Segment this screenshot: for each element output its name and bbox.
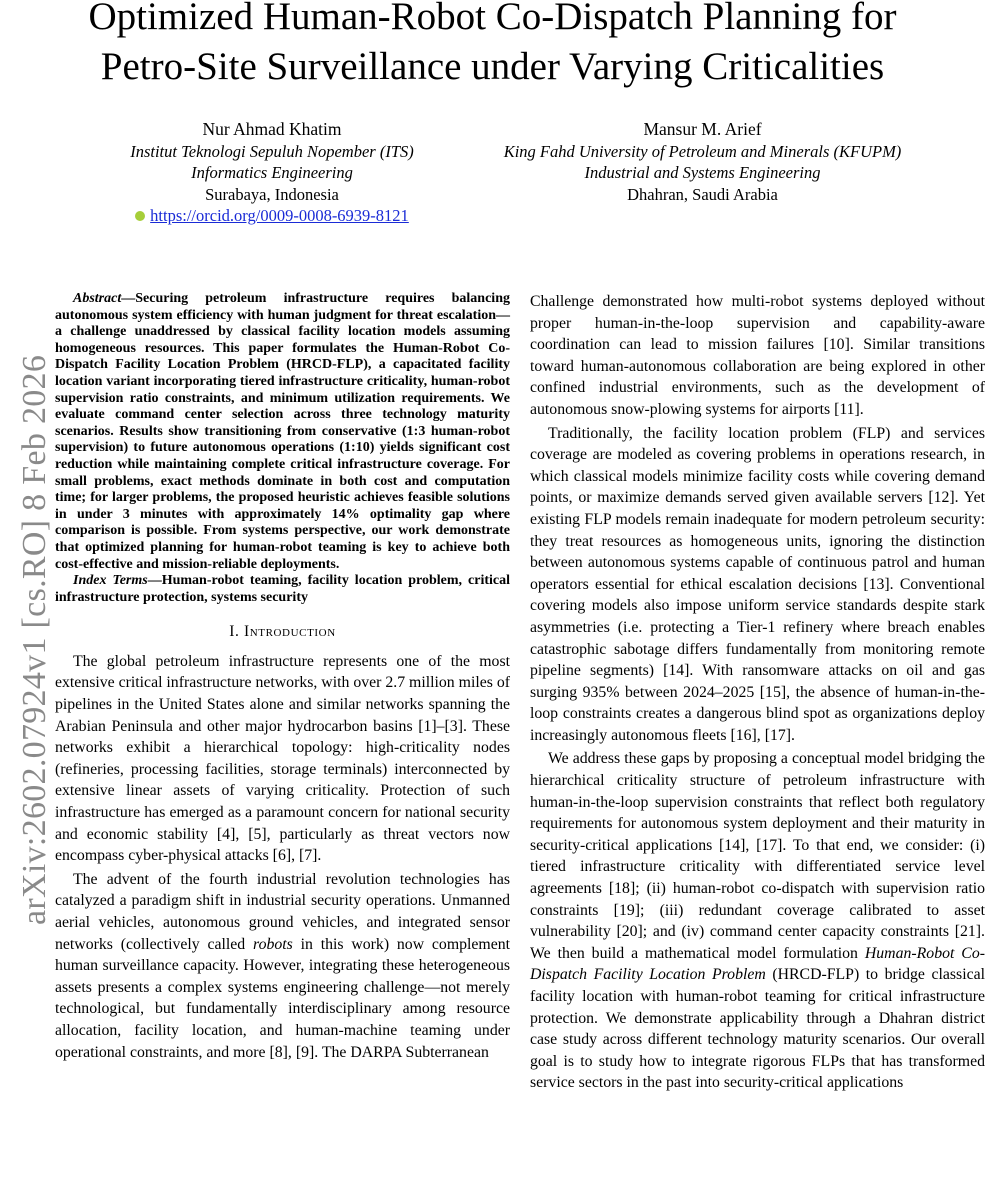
intro-paragraph-4-a: We address these gaps by proposing a conceptual model bridging the hierarchical criticality structure of petroleum infrastructure with human-in-the-loop supervision constraints that reflect both regulatory requirements for autonomous system deployment and their maturity in security-critical applications [14], [17]. To that end, we consider: (i) tiered infrastructure criticality with differentiated service level agreements [18]; (ii) human-robot co-dispatch with supervision ratio constraints [19]; (iii) redundant coverage calibrated to asset vulnerability [20]; and (iv) command center capacity constraints [21]. We then build a mathematical model formulation — [530, 750, 985, 962]
author-department: Informatics Engineering — [191, 163, 353, 182]
paper-title — [40, 0, 945, 92]
author-location: Surabaya, Indonesia — [205, 184, 339, 204]
author-name: Mansur M. Arief — [643, 119, 762, 139]
index-terms-label: Index Terms — [73, 573, 148, 589]
title-line-1: Optimized Human-Robot Co-Dispatch Planning for — [88, 0, 897, 38]
intro-paragraph-continued: Challenge demonstrated how multi-robot systems deployed without proper human-in-the-loop supervision and capability-aware coordination can lead to mission failures [10]. Similar transitions toward human-autonomous collaboration are being explored in other confined industrial environments, such as the development of autonomous snow-plowing systems for airports [11]. — [530, 293, 985, 418]
author-institution: Institut Teknologi Sepuluh Nopember (ITS) — [130, 141, 414, 161]
intro-paragraph-4-em: Human-Robot Co-Dispatch Facility Location Problem — [530, 944, 985, 984]
section-heading-introduction: I. Introduction — [229, 623, 336, 641]
left-column — [55, 291, 510, 1063]
author-location: Dhahran, Saudi Arabia — [627, 184, 778, 204]
abstract — [55, 291, 510, 573]
abstract-label: Abstract — [73, 291, 122, 306]
intro-paragraph-2-em: robots — [253, 935, 293, 953]
author-block-1 — [92, 119, 452, 227]
orcid-icon — [135, 211, 145, 221]
abstract-text: —Securing petroleum infrastructure requires balancing autonomous system efficiency with human judgment for threat escalation—a challenge unaddressed by classical facility location models assuming homogeneous resources. This paper formulates the Human-Robot Co-Dispatch Facility Location Problem (HRCD-FLP), a capacitated facility location variant incorporating tiered infrastructure criticality, human-robot supervision ratio constraints, and minimum utilization requirements. We evaluate command center selection across three technology maturity scenarios. Results show transitioning from conservative (1:3 human-robot supervision) to future autonomous operations (1:10) yields significant cost reduction while maintaining complete critical infrastructure coverage. For small problems, exact methods dominate in both cost and computation time; for larger problems, the proposed heuristic achieves feasible solutions in under 3 minutes with approximately 14% optimality gap where comparison is possible. From systems perspective, our work demonstrate that optimized planning for human-robot teaming is key to achieve both cost-effective and mission-reliable deployments. — [55, 291, 510, 572]
intro-paragraph-2-a: The advent of the fourth industrial revolution technologies has catalyzed a paradigm shift in industrial security operations. Unmanned aerial vehicles, autonomous ground vehicles, and integrated sensor networks (collectively called — [55, 870, 510, 953]
right-column — [530, 291, 985, 1094]
intro-paragraph-1: The global petroleum infrastructure represents one of the most extensive critical infrastructure networks, with over 2.7 million miles of pipelines in the United States alone and similar networks spanning the Arabian Peninsula and other major hydrocarbon basins [1]–[3]. These networks exhibit a hierarchical topology: high-criticality nodes (refineries, processing facilities, storage terminals) interconnected by extensive linear assets of varying criticality. Protection of such infrastructure has emerged as a paramount concern for national security and economic stability [4], [5], particularly as threat vectors now encompass cyber-physical attacks [6], [7]. — [55, 652, 510, 865]
author-name: Nur Ahmad Khatim — [202, 119, 342, 139]
intro-paragraph-4 — [530, 748, 985, 1094]
arxiv-stamp: arXiv:2602.07924v1 [cs.RO] 8 Feb 2026 — [16, 354, 53, 925]
intro-paragraph-3: Traditionally, the facility location problem (FLP) and services coverage are modeled as covering problems in operations research, in which classical models minimize facility costs while covering demand points, or maximize demands served given available servers [12]. Yet existing FLP models remain inadequate for modern petroleum security: they treat resources as homogeneous units, ignoring the distinction between autonomous systems capable of continuous patrol and human operators essential for ethical escalation decisions [13]. Conventional covering models also impose uniform service standards despite stark asymmetries (i.e. protecting a Tier-1 refinery where breach enables catastrophic sabotage differs fundamentally from monitoring remote pipeline segments) [14]. With ransomware attacks on oil and gas surging 935% between 2024–2025 [15], the absence of human-in-the-loop constraints creates a dangerous blind spot as organizations deploy increasingly autonomous fleets [16], [17]. — [530, 424, 985, 744]
author-department: Industrial and Systems Engineering — [584, 163, 821, 182]
title-line-2: Petro-Site Surveillance under Varying Criticalities — [100, 45, 885, 88]
intro-paragraph-4-b: (HRCD-FLP) to bridge classical facility location with human-robot teaming for critical infrastructure protection. We demonstrate applicability through a Dhahran district case study across different technology maturity scenarios. Our overall goal is to study how to integrate rigorous FLPs that has transformed service sectors in the past into security-critical applications — [530, 966, 985, 1092]
orcid-row — [92, 205, 452, 227]
intro-paragraph-2-b: in this work) now complement human surveillance capacity. However, integrating these heterogeneous assets presents a complex systems engineering challenge—not merely technological, but fundamentally interdisciplinary among resource allocation, facility location, and human-machine teaming under operational constraints, and more [8], [9]. The DARPA Subterranean — [55, 935, 510, 1061]
author-block-2 — [465, 119, 940, 205]
author-institution: King Fahd University of Petroleum and Minerals (KFUPM) — [503, 141, 902, 161]
intro-paragraph-2 — [55, 869, 510, 1063]
orcid-link[interactable]: https://orcid.org/0009-0008-6939-8121 — [150, 206, 409, 225]
index-terms-text: —Human-robot teaming, facility location problem, critical infrastructure protection, systems security — [55, 573, 510, 605]
index-terms — [55, 573, 510, 606]
